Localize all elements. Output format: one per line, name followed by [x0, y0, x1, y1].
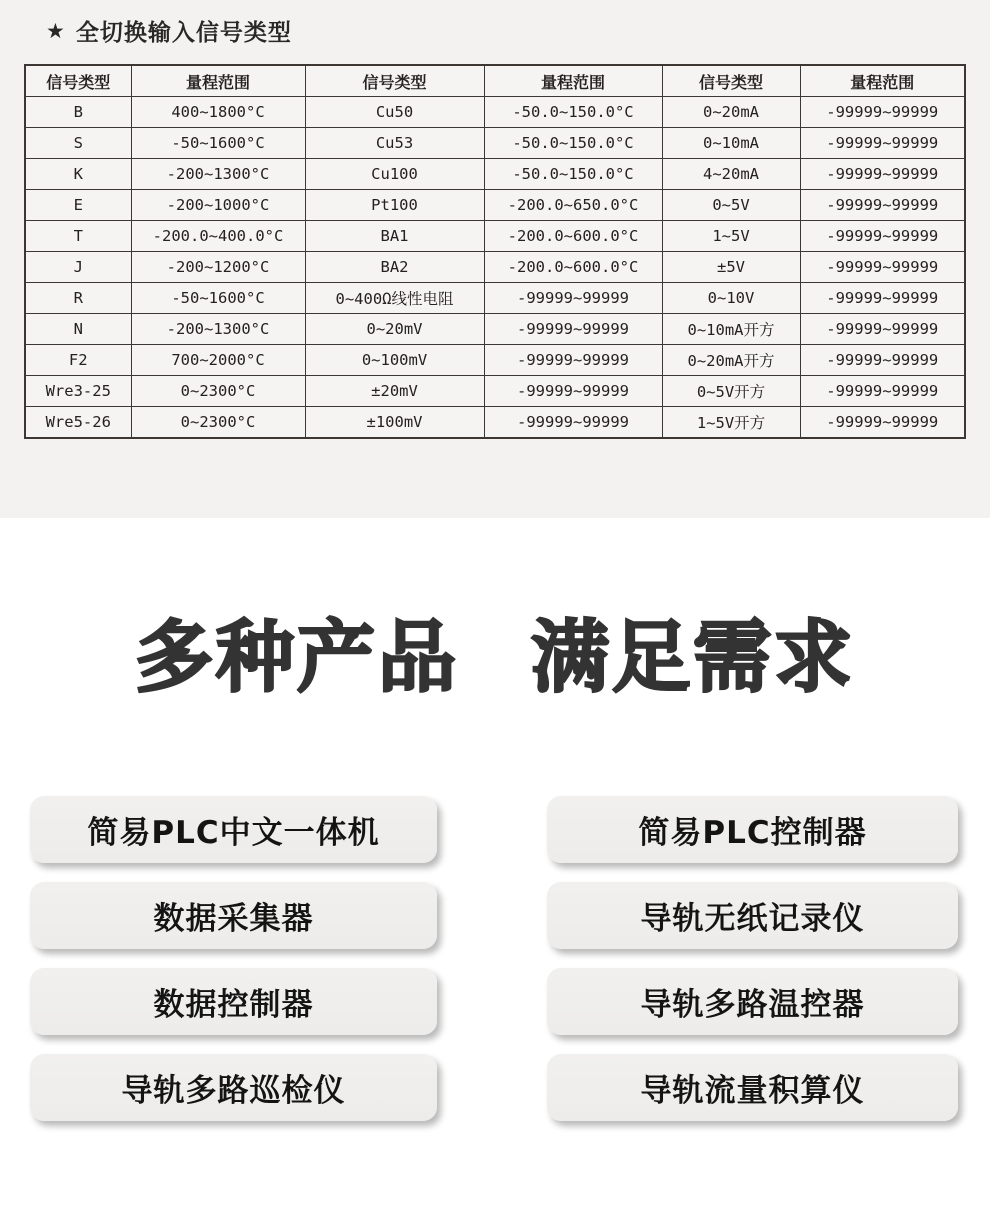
product-button[interactable]: 简易PLC中文一体机: [30, 796, 437, 863]
product-button[interactable]: 简易PLC控制器: [547, 796, 958, 863]
table-cell: -99999~99999: [484, 314, 662, 345]
table-row: [25, 407, 965, 439]
table-cell: -200.0~650.0°C: [484, 190, 662, 221]
table-cell: 0~400Ω线性电阻: [305, 283, 484, 314]
table-cell: 0~20mA: [662, 97, 800, 128]
table-cell: ±20mV: [305, 376, 484, 407]
column-header: 信号类型: [662, 65, 800, 97]
table-cell: -200.0~600.0°C: [484, 221, 662, 252]
table-cell: 4~20mA: [662, 159, 800, 190]
table-cell: 0~100mV: [305, 345, 484, 376]
product-button[interactable]: 导轨多路温控器: [547, 968, 958, 1035]
table-cell: -99999~99999: [800, 407, 965, 439]
table-cell: -50.0~150.0°C: [484, 128, 662, 159]
table-cell: -50~1600°C: [131, 128, 305, 159]
table-cell: K: [25, 159, 131, 190]
table-row: [25, 159, 965, 190]
table-row: [25, 97, 965, 128]
table-cell: Cu100: [305, 159, 484, 190]
product-column-left: [30, 796, 437, 1140]
table-cell: -99999~99999: [800, 97, 965, 128]
table-cell: -50.0~150.0°C: [484, 97, 662, 128]
column-header: 量程范围: [131, 65, 305, 97]
table-row: [25, 283, 965, 314]
table-cell: J: [25, 252, 131, 283]
table-cell: ±100mV: [305, 407, 484, 439]
table-cell: Cu53: [305, 128, 484, 159]
table-cell: -99999~99999: [484, 376, 662, 407]
table-row: [25, 376, 965, 407]
table-row: [25, 128, 965, 159]
section-title: [46, 14, 990, 47]
table-cell: -200~1300°C: [131, 314, 305, 345]
table-cell: Pt100: [305, 190, 484, 221]
table-cell: -99999~99999: [800, 345, 965, 376]
table-cell: 0~10mA开方: [662, 314, 800, 345]
product-button[interactable]: 数据采集器: [30, 882, 437, 949]
table-cell: -99999~99999: [800, 252, 965, 283]
column-header: 量程范围: [484, 65, 662, 97]
table-cell: -200~1300°C: [131, 159, 305, 190]
table-cell: 1~5V开方: [662, 407, 800, 439]
table-cell: -99999~99999: [800, 159, 965, 190]
table-cell: 700~2000°C: [131, 345, 305, 376]
table-cell: 0~10V: [662, 283, 800, 314]
column-header: 量程范围: [800, 65, 965, 97]
product-button[interactable]: 数据控制器: [30, 968, 437, 1035]
table-cell: B: [25, 97, 131, 128]
headline: [0, 614, 990, 704]
table-cell: -99999~99999: [800, 314, 965, 345]
table-cell: BA1: [305, 221, 484, 252]
product-button[interactable]: 导轨无纸记录仪: [547, 882, 958, 949]
table-cell: 0~2300°C: [131, 376, 305, 407]
table-cell: -99999~99999: [800, 128, 965, 159]
table-cell: T: [25, 221, 131, 252]
table-cell: -99999~99999: [800, 283, 965, 314]
table-cell: S: [25, 128, 131, 159]
table-cell: 0~20mA开方: [662, 345, 800, 376]
headline-left: 多种产品: [134, 613, 459, 703]
table-cell: -200.0~400.0°C: [131, 221, 305, 252]
table-cell: -99999~99999: [800, 376, 965, 407]
product-column-right: [547, 796, 958, 1140]
product-button-grid: [0, 796, 990, 1140]
table-cell: Cu50: [305, 97, 484, 128]
table-row: [25, 252, 965, 283]
table-row: [25, 221, 965, 252]
column-header: 信号类型: [305, 65, 484, 97]
table-cell: 0~5V开方: [662, 376, 800, 407]
product-button[interactable]: 导轨流量积算仪: [547, 1054, 958, 1121]
table-cell: E: [25, 190, 131, 221]
table-cell: Wre5-26: [25, 407, 131, 439]
table-cell: N: [25, 314, 131, 345]
table-cell: Wre3-25: [25, 376, 131, 407]
section-title-text: 全切换输入信号类型: [75, 20, 292, 46]
table-cell: 0~10mA: [662, 128, 800, 159]
table-row: [25, 190, 965, 221]
table-header-row: [25, 65, 965, 97]
product-button[interactable]: 导轨多路巡检仪: [30, 1054, 437, 1121]
table-cell: ±5V: [662, 252, 800, 283]
table-cell: 400~1800°C: [131, 97, 305, 128]
table-cell: -200~1000°C: [131, 190, 305, 221]
table-row: [25, 314, 965, 345]
column-header: 信号类型: [25, 65, 131, 97]
table-cell: -99999~99999: [484, 407, 662, 439]
table-cell: -200.0~600.0°C: [484, 252, 662, 283]
table-cell: R: [25, 283, 131, 314]
table-cell: -99999~99999: [800, 221, 965, 252]
table-cell: F2: [25, 345, 131, 376]
table-cell: -50.0~150.0°C: [484, 159, 662, 190]
table-cell: 1~5V: [662, 221, 800, 252]
table-cell: -200~1200°C: [131, 252, 305, 283]
table-cell: 0~20mV: [305, 314, 484, 345]
table-cell: -50~1600°C: [131, 283, 305, 314]
signal-spec-table: [24, 64, 966, 439]
table-cell: -99999~99999: [484, 345, 662, 376]
table-cell: 0~2300°C: [131, 407, 305, 439]
signal-spec-section: [0, 0, 990, 518]
table-cell: -99999~99999: [484, 283, 662, 314]
products-section: [0, 614, 990, 1140]
star-icon: ★: [46, 18, 66, 43]
table-cell: -99999~99999: [800, 190, 965, 221]
headline-right: 满足需求: [531, 613, 856, 703]
table-row: [25, 345, 965, 376]
table-cell: BA2: [305, 252, 484, 283]
table-cell: 0~5V: [662, 190, 800, 221]
